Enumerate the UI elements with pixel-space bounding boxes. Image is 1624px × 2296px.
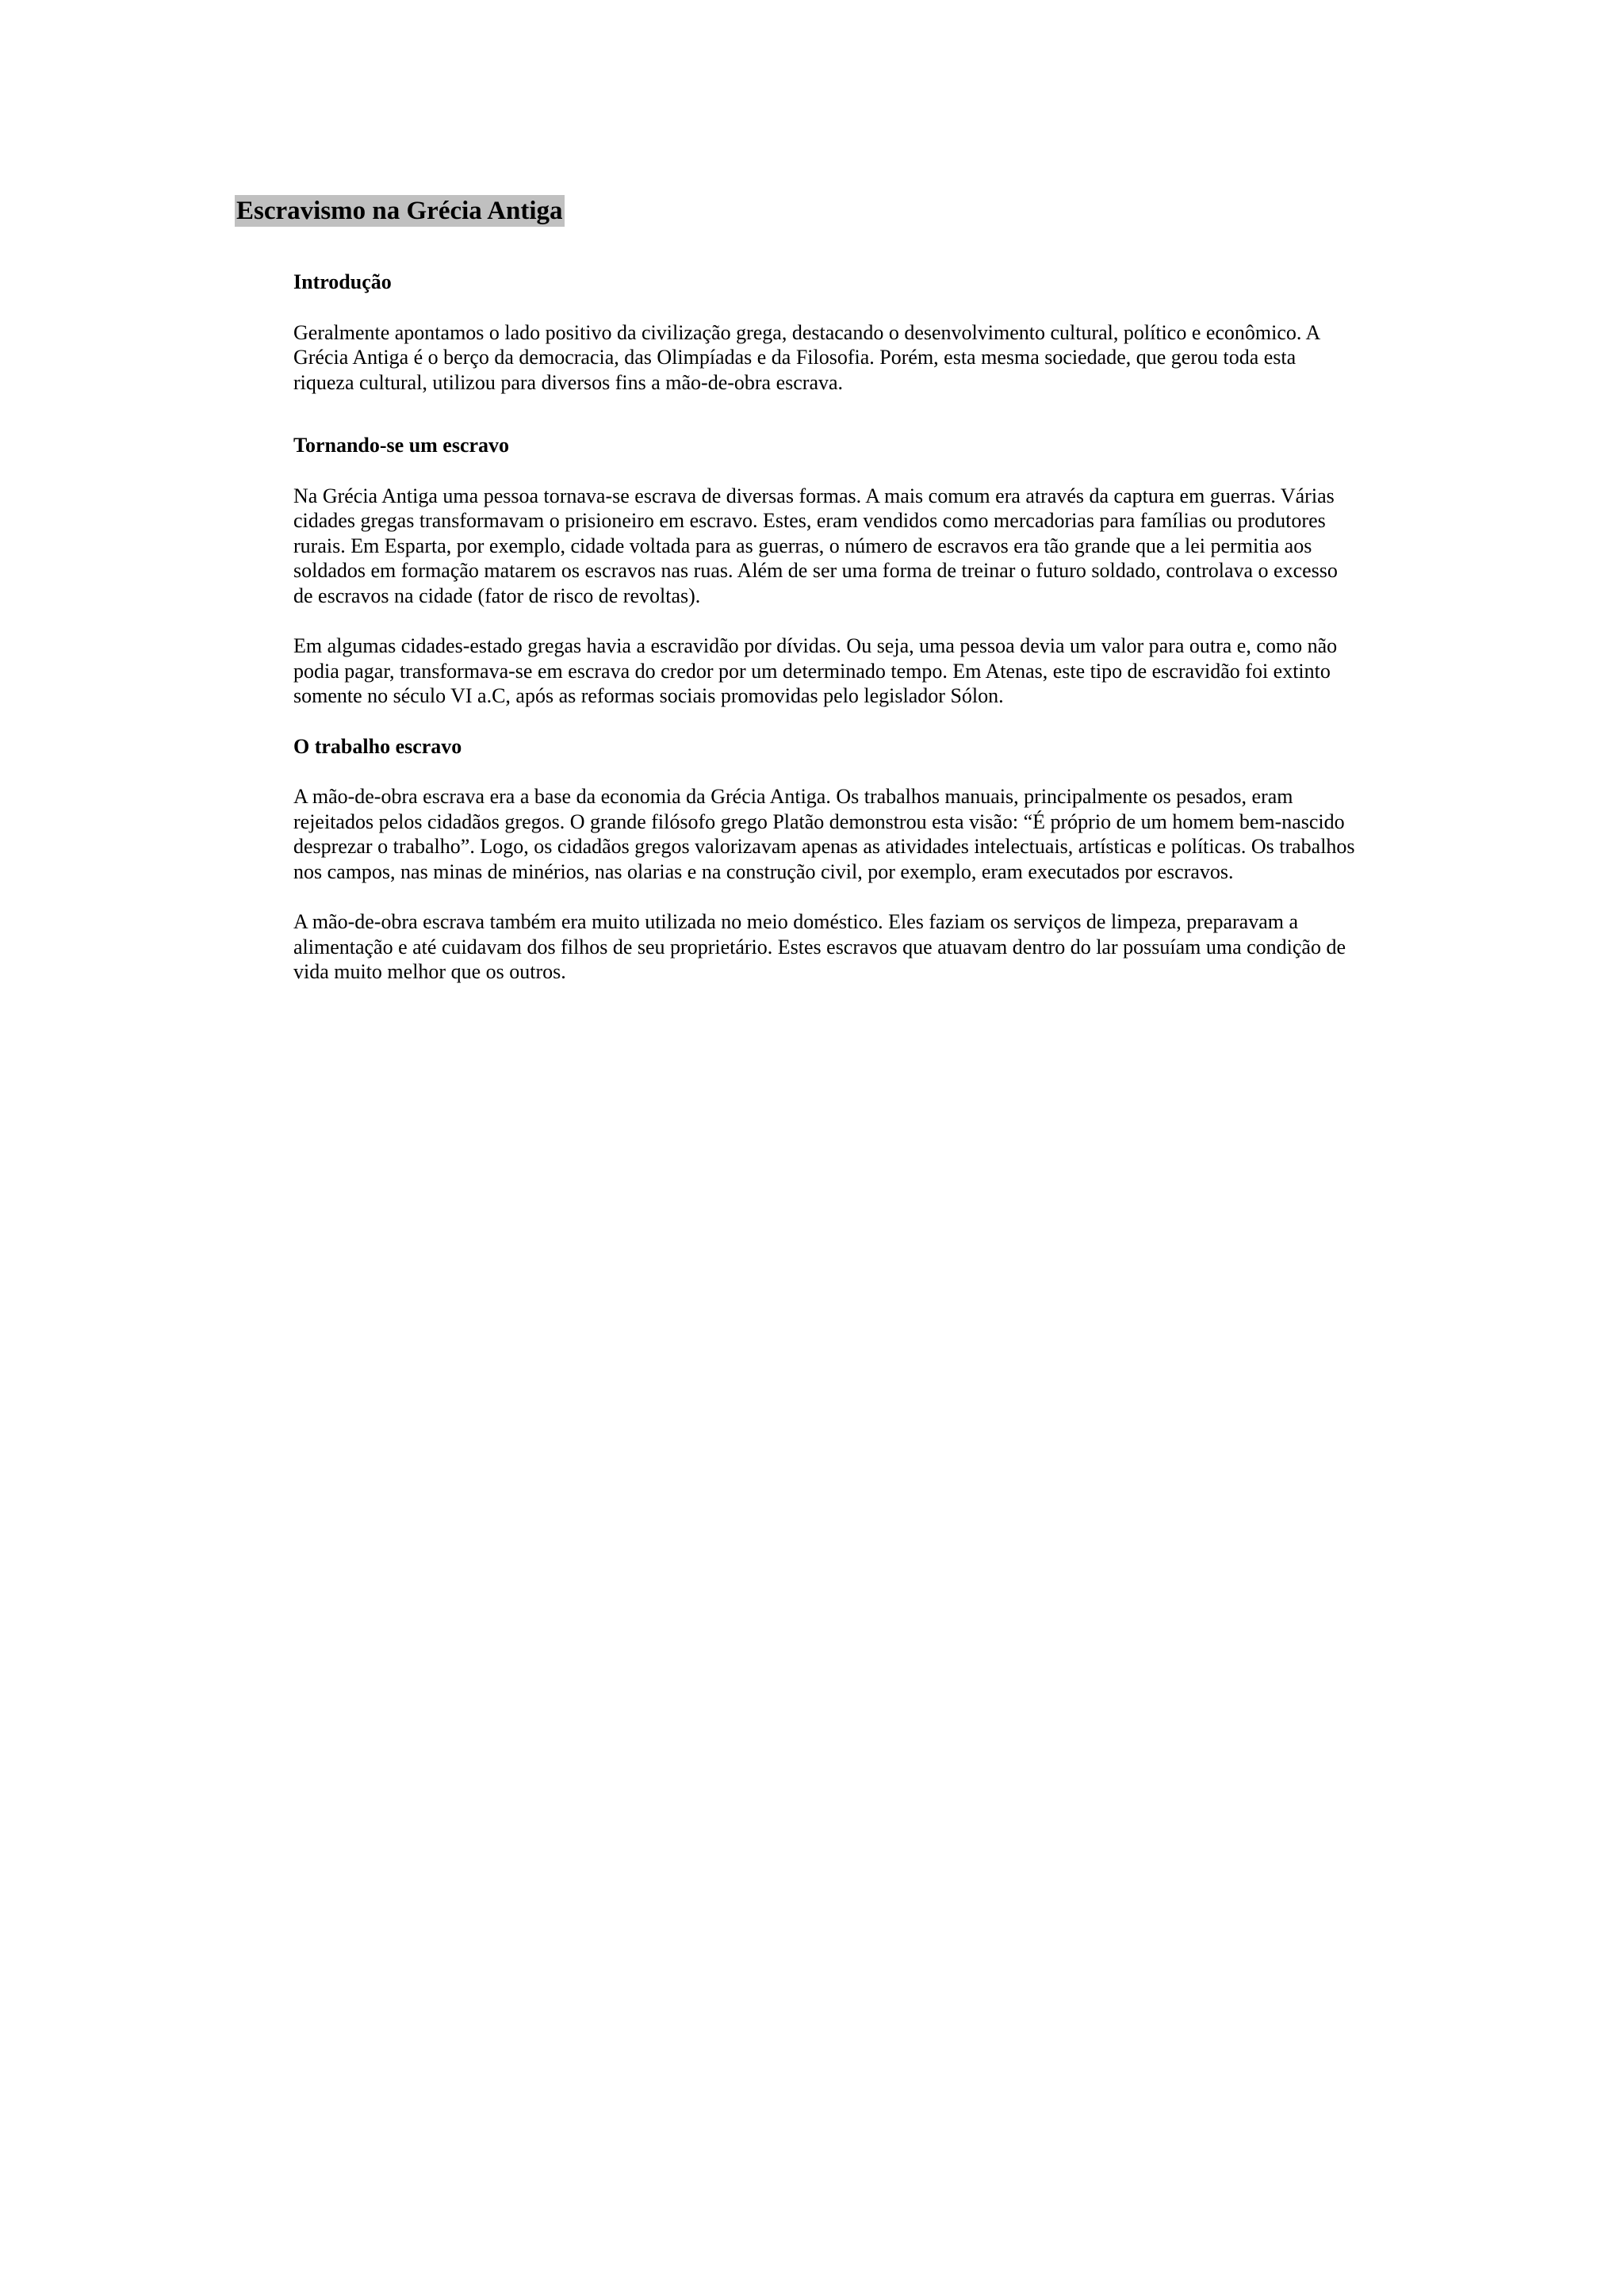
paragraph-base-economia: A mão-de-obra escrava era a base da economia da Grécia Antiga. Os trabalhos manuais, principalmente os pesados, eram rejeitados pelos cidadãos gregos. O grande filósofo grego Platão demonstrou esta visão: “É próprio de um homem bem-nascido desprezar o trabalho”. Logo, os cidadãos gregos valorizavam apenas as atividades intelectuais, artísticas e políticas. Os trabalhos nos campos, nas minas de minérios, nas olarias e na construção civil, por exemplo, eram executados por escravos. (293, 785, 1355, 883)
section-heading-tornando-se-escravo: Tornando-se um escravo (293, 434, 510, 457)
paragraph-introducao: Geralmente apontamos o lado positivo da civilização grega, destacando o desenvolvimento cultural, político e econômico. A Grécia Antiga é o berço da democracia, das Olimpíadas e da Filosofia. Porém, esta mesma sociedade, que gerou toda esta riqueza cultural, utilizou para diversos fins a mão-de-obra escrava. (293, 320, 1320, 394)
paragraph-captura-guerras: Na Grécia Antiga uma pessoa tornava-se escrava de diversas formas. A mais comum era através da captura em guerras. Várias cidades gregas transformavam o prisioneiro em escravo. Estes, eram vendidos como mercadorias para famílias ou produtores rurais. Em Esparta, por exemplo, cidade voltada para as guerras, o número de escravos era tão grande que a lei permitia aos soldados em formação matarem os escravos nas ruas. Além de ser uma forma de treinar o futuro soldado, controlava o excesso de escravos na cidade (fator de risco de revoltas). (293, 484, 1338, 607)
paragraph-escravidao-dividas: Em algumas cidades-estado gregas havia a escravidão por dívidas. Ou seja, uma pessoa devia um valor para outra e, como não podia pagar, transformava-se em escrava do credor por um determinado tempo. Em Atenas, este tipo de escravidão foi extinto somente no século VI a.C, após as reformas sociais promovidas pelo legislador Sólon. (293, 634, 1338, 707)
document-body (293, 270, 1356, 985)
section-heading-introducao: Introdução (293, 270, 392, 293)
section-heading-trabalho-escravo: O trabalho escravo (293, 734, 462, 758)
paragraph-meio-domestico: A mão-de-obra escrava também era muito utilizada no meio doméstico. Eles faziam os serviços de limpeza, preparavam a alimentação e até cuidavam dos filhos de seu proprietário. Estes escravos que atuavam dentro do lar possuíam uma condição de vida muito melhor que os outros. (293, 910, 1346, 983)
document-title: Escravismo na Grécia Antiga (236, 197, 563, 225)
